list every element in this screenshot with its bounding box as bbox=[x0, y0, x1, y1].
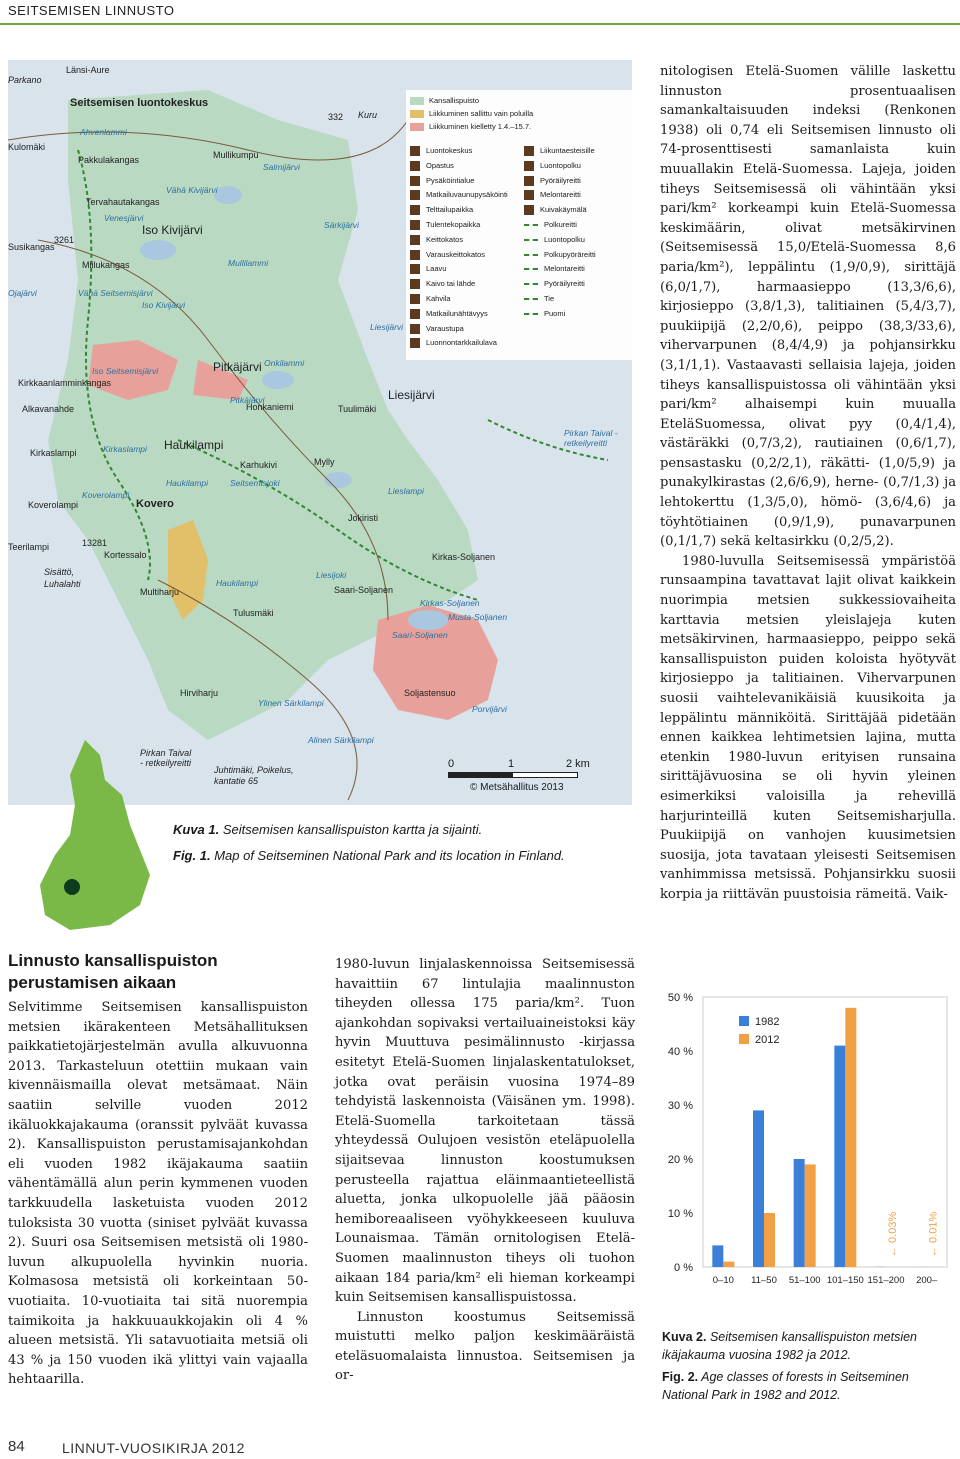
legend-label: Liikkuminen sallittu vain poluilla bbox=[429, 109, 534, 118]
map-label: Seitsemisjoki bbox=[230, 478, 280, 488]
activity-icon bbox=[524, 176, 534, 186]
legend-label: Kahvila bbox=[426, 294, 451, 303]
legend-activity-item bbox=[524, 205, 587, 215]
route-line-icon bbox=[524, 283, 538, 285]
bar-1982 bbox=[834, 1046, 845, 1267]
lake-3 bbox=[262, 371, 294, 389]
legend-label: 2012 bbox=[755, 1034, 780, 1046]
x-tick-label: 200– bbox=[916, 1275, 938, 1286]
lake-2 bbox=[140, 240, 176, 260]
bar-2012 bbox=[805, 1164, 816, 1267]
legend-label: 1982 bbox=[755, 1016, 780, 1028]
paragraph: nitologisen Etelä-Suomen välille laskettu linnuston prosentuaalisen samankaltaisuuden indeksi (Renkonen 1938) oli 0,74 eli Seitsemisen linnusto oli 74-prosenttisesti samanlaista kuin muuallakin Etelä-Suomessa. Lajeja, joiden tiheys Seitsemisessä oli vähintään yksi pari/km² korkeampi kuin Etelä-Suomessa keskimäärin, olivat metsäkirvinen (Seitsemisessä 15,0/Etelä-Suomessa 8,6 paria/km²), leppälintu (1,9/0,9), sirittäjä (6,0/1,7), harmaasieppo (13,3/6,6), kirjosieppo (3,8/1,3), talitiainen (5,4/3,7), puukiipijä (2,2/0,6), peippo (38,3/33,6), vihervarpunen (8,4/4,9) ja pohjansirkku (3,1/1,1). Vastaavasti sellaisia lajeja, joiden tiheys kansallispuistossa oli vähintään yksi pari/km² alhaisempi kuin muualla EteläSuomessa, olivat pyy (0,4/1,4), västäräkki (0,7/3,2), rautiainen (0,6/1,7), pensastasku (0,2/2,1), räkätti- (1,0/5,9) ja punakylkirastas (2,6/6,9), herne- (0,7/1,3) ja lehtokerttu (1,3/5,0), hömö- (3,6/4,6) ja töyhtötiainen (0,9/1,9), punavarpunen (0,1/1,7) sekä keltasirkku (0,2/5,2). bbox=[660, 64, 956, 550]
map-label: Luhalahti bbox=[44, 579, 81, 589]
map-label: Hirviharju bbox=[180, 688, 219, 698]
activity-icon bbox=[524, 190, 534, 200]
paragraph: Selvitimme Seitsemisen kansallispuiston metsien ikärakenteen Metsähallituksen paikkatietojärjestelmän avulla alkuvuonna 2013. Tarkasteluun otettiin mukaan vain kivennäismailla olevat metsämaat. Näin saatiin selville vuoden 2012 ikäluokkajakauma (oranssit pylväät kuvassa 2). Kansallispuiston perustamisajankohdan eli vuoden 1982 ikäjakauma saatiin vähentämällä alun perin kymmenen vuoden tarkkuudella lasketuista vuoden 2012 tuloksista 30 vuotta (siniset pylväät kuvassa 2). Suuri osa Seitsemisen metsistä oli 1980-luvun alkupuolella hyvinkin nuoria. Kolmasosa metsistä oli korkeintaan 50-vuotiaita. 10-vuotiaita tai sitä nuorempia taimikoita ja hakkuuaukkojakin oli 4 % alueen metsistä. Yli satavuotiaita metsiä oli 43 % ja 150 vuoden ikä ylittyi vain vajaalla hehtaarilla. bbox=[8, 1000, 308, 1388]
legend-label: Luonnontarkkailulava bbox=[426, 338, 497, 348]
map-label: Kirkaslampi bbox=[103, 444, 147, 454]
map-label: Porvijärvi bbox=[472, 704, 507, 714]
finland-locator-map bbox=[30, 735, 170, 935]
map-label: Haukilampi bbox=[216, 578, 259, 588]
map-label: Liesijoki bbox=[316, 570, 347, 580]
map-label: Iso Kivijärvi bbox=[142, 300, 185, 310]
legend-activity-item bbox=[524, 176, 581, 186]
figure-1-caption-en bbox=[173, 848, 565, 863]
map-label: Pakkulakangas bbox=[78, 155, 140, 165]
legend-label: Opastus bbox=[426, 160, 454, 170]
legend-label: Tulentekopaikka bbox=[426, 220, 481, 229]
lake-5 bbox=[408, 610, 448, 630]
legend-service-item bbox=[410, 190, 508, 200]
bar-2012 bbox=[845, 1008, 856, 1267]
map-label: Kuru bbox=[358, 110, 378, 120]
legend-service-item bbox=[410, 176, 474, 186]
y-tick-label: 40 % bbox=[667, 1046, 693, 1058]
map-label: Lieslampi bbox=[388, 486, 424, 496]
section-heading: Linnusto kansallispuiston perustamisen aikaan bbox=[8, 951, 218, 992]
paragraph: 1980-luvulla Seitsemisessä ympäristöä runsaampina tavattavat lajit olivat kaikkein nuorimpia metsien sukkessiovaiheita karttavia metsien yleislajeja kuten metsäkirvinen, harmaasieppo, peippo sekä kansallispuiston puiden koloista hyötyvät kirjosieppo ja talitiainen. Vihervarpunen suosii vaihtelevanikäisiä kuusikoita ja leppälintu männiköitä. Sirittäjää pidetään ennen kaikkea lehtimetsien lajina, mutta etenkin 1980-luvun erityisen runsaina sirittäjävuosina se oli hyvin yleinen esimerkiksi valoisilla ja rehevillä harjurinteillä kuten Seitsemisharjulla. Puukiipijä on vanhojen kuusimetsien suosija, jota tavataan yleisesti Seitsemisen vanhimmissa metsissä. Pohjansirkku suosii korpia ja riittävän puustoisia rämeitä. Vaik- bbox=[660, 553, 956, 902]
legend-label: Polkureitti bbox=[544, 220, 577, 229]
service-icon bbox=[410, 338, 420, 348]
service-icon bbox=[410, 220, 420, 230]
map-label: Ojajärvi bbox=[8, 288, 37, 298]
page-number: 84 bbox=[8, 1438, 25, 1455]
legend-swatch bbox=[410, 97, 424, 105]
map-legend bbox=[406, 90, 632, 360]
bar-1982 bbox=[753, 1110, 764, 1267]
service-icon bbox=[410, 264, 420, 274]
caption-number: Fig. 2. bbox=[662, 1370, 699, 1384]
map-label: Vähä Kivijärvi bbox=[166, 185, 218, 195]
service-icon bbox=[410, 250, 420, 260]
legend-service-item bbox=[410, 146, 472, 156]
legend-swatch bbox=[410, 110, 424, 118]
legend-activity-item bbox=[524, 146, 595, 156]
chart-svg bbox=[655, 985, 955, 1305]
map-label: Vähä Seitsemisjärvi bbox=[78, 288, 153, 298]
legend-service-item bbox=[410, 324, 464, 334]
legend-label: Luontopolku bbox=[544, 234, 585, 244]
map-label: Mullikumpu bbox=[213, 150, 259, 160]
map-label: Juhtimäki, Poikelus, bbox=[214, 765, 294, 775]
publication-name: LINNUT-VUOSIKIRJA 2012 bbox=[62, 1440, 245, 1456]
caption-text: Seitsemisen kansallispuiston kartta ja sijainti. bbox=[222, 822, 483, 837]
x-tick-label: 51–100 bbox=[788, 1275, 821, 1286]
map-label: Haukilampi bbox=[164, 438, 224, 452]
legend-label: Luontokeskus bbox=[426, 146, 473, 155]
legend-label: Pysäköintialue bbox=[426, 175, 475, 185]
caption-number: Fig. 1. bbox=[173, 848, 211, 863]
legend-label: Liikuntaesteisille bbox=[540, 146, 595, 155]
legend-service-item bbox=[410, 250, 485, 260]
route-line-icon bbox=[524, 268, 538, 270]
map-label: Sisättö, bbox=[44, 567, 75, 577]
legend-activity-item bbox=[524, 309, 565, 318]
map-label: Pirkan Taival - retkeilyreitti bbox=[564, 428, 618, 448]
x-tick-label: 151–200 bbox=[867, 1275, 905, 1286]
legend-swatch bbox=[410, 123, 424, 131]
route-line-icon bbox=[524, 254, 538, 256]
map-label: Saari-Soljanen bbox=[392, 630, 448, 640]
legend-label: Pyöräilyreitti bbox=[540, 175, 581, 185]
running-title: SEITSEMISEN LINNUSTO bbox=[8, 3, 175, 18]
caption-text: Map of Seitseminen National Park and its location in Finland. bbox=[214, 848, 565, 863]
legend-label: Varaustupa bbox=[426, 323, 464, 333]
map-label: Teerilampi bbox=[8, 542, 50, 552]
map-label: Alinen Särkilampi bbox=[308, 735, 374, 745]
legend-label: Puomi bbox=[544, 308, 566, 318]
map-label: Jokiristi bbox=[348, 513, 379, 523]
x-tick-label: 11–50 bbox=[751, 1275, 777, 1286]
map-label: Saari-Soljanen bbox=[334, 585, 394, 595]
service-icon bbox=[410, 146, 420, 156]
legend-service-item bbox=[410, 161, 454, 171]
legend-activity-item bbox=[524, 161, 581, 171]
map-label: Pitkäjärvi bbox=[213, 360, 262, 374]
caption-number: Kuva 2. bbox=[662, 1330, 707, 1344]
legend-service-item bbox=[410, 264, 446, 274]
legend-label: Melontareitti bbox=[544, 264, 585, 274]
legend-activity-item bbox=[524, 279, 585, 288]
map-label: Musta-Soljanen bbox=[448, 612, 508, 622]
bar-2012 bbox=[723, 1262, 734, 1267]
map-label: Kirkaslampi bbox=[30, 448, 77, 458]
map-label: Länsi-Aure bbox=[66, 65, 110, 75]
park-map bbox=[8, 60, 632, 805]
legend-label: Matkailuvaunupysäköinti bbox=[426, 190, 508, 200]
map-label: Kortessalo bbox=[104, 550, 147, 560]
y-tick-label: 30 % bbox=[667, 1100, 693, 1112]
legend-label: Kaivo tai lähde bbox=[426, 279, 476, 289]
bar-1982 bbox=[794, 1159, 805, 1267]
legend-swatch bbox=[739, 1034, 749, 1044]
map-label: Susikangas bbox=[8, 242, 55, 252]
legend-activity-item bbox=[524, 250, 596, 259]
forest-age-chart bbox=[655, 985, 955, 1305]
map-label: Multiharju bbox=[140, 587, 180, 597]
legend-swatch bbox=[739, 1016, 749, 1026]
scale-line bbox=[448, 772, 578, 778]
legend-label: Varauskeittokatos bbox=[426, 249, 486, 259]
service-icon bbox=[410, 324, 420, 334]
activity-icon bbox=[524, 146, 534, 156]
map-label: Ahvenlammi bbox=[80, 127, 127, 137]
legend-label: Matkailunähtävyys bbox=[426, 308, 488, 318]
legend-service-item bbox=[410, 205, 473, 215]
value-annotation: ← 0.03% bbox=[887, 1211, 899, 1257]
map-label: Kovero bbox=[136, 498, 174, 510]
x-tick-label: 101–150 bbox=[826, 1275, 864, 1286]
map-label: Koverolampi bbox=[82, 490, 130, 500]
legend-service-item bbox=[410, 294, 451, 304]
legend-label: Kuivakäymälä bbox=[540, 205, 587, 215]
map-label: 3261 bbox=[54, 235, 75, 245]
caption-number: Kuva 1. bbox=[173, 822, 220, 837]
map-label: - retkeilyreitti bbox=[140, 758, 192, 768]
value-annotation: ← 0.01% bbox=[927, 1211, 940, 1257]
map-label: Kirkas-Soljanen bbox=[420, 598, 480, 608]
map-label: Salmijärvi bbox=[263, 162, 300, 172]
column-1 bbox=[8, 998, 308, 1390]
map-label: Tulusmäki bbox=[233, 608, 274, 618]
legend-service-item bbox=[410, 309, 488, 319]
map-label: kantatie 65 bbox=[214, 776, 259, 786]
x-tick-label: 0–10 bbox=[712, 1275, 734, 1286]
scale-bar bbox=[448, 758, 598, 798]
map-label: Miilukangas bbox=[82, 260, 130, 270]
map-label: Särkijärvi bbox=[324, 220, 359, 230]
legend-activity-item bbox=[524, 220, 577, 229]
route-line-icon bbox=[524, 239, 538, 241]
activity-icon bbox=[524, 161, 534, 171]
map-label: Soljastensuo bbox=[404, 688, 456, 698]
service-icon bbox=[410, 190, 420, 200]
map-label: Mylly bbox=[314, 457, 335, 467]
service-icon bbox=[410, 161, 420, 171]
service-icon bbox=[410, 279, 420, 289]
y-tick-label: 0 % bbox=[674, 1262, 693, 1274]
legend-service-item bbox=[410, 279, 475, 289]
service-icon bbox=[410, 176, 420, 186]
map-label: Onkilammi bbox=[264, 358, 305, 368]
legend-service-item bbox=[410, 235, 463, 245]
service-icon bbox=[410, 235, 420, 245]
map-label: Liesijärvi bbox=[370, 322, 404, 332]
map-label: Alkavanahde bbox=[22, 404, 75, 414]
map-label: Kulomäki bbox=[8, 142, 46, 152]
legend-label: Keittokatos bbox=[426, 234, 464, 244]
map-label: Kirkas-Soljanen bbox=[432, 552, 496, 562]
map-label: 13281 bbox=[82, 538, 108, 548]
lake-1 bbox=[214, 186, 242, 204]
finland-shape bbox=[40, 740, 150, 930]
figure-2-caption bbox=[662, 1328, 952, 1404]
map-label: Mullilammi bbox=[228, 258, 269, 268]
legend-activity-item bbox=[524, 235, 585, 244]
caption-text: Seitsemisen kansallispuiston metsien ikäjakauma vuosina 1982 ja 2012. bbox=[662, 1330, 917, 1362]
map-label: Tervahautakangas bbox=[86, 197, 160, 207]
map-label: Liesijärvi bbox=[388, 388, 435, 402]
header-rule bbox=[0, 23, 960, 25]
service-icon bbox=[410, 205, 420, 215]
map-label: Kirkkaanlamminkangas bbox=[18, 378, 112, 388]
legend-activity-item bbox=[524, 264, 585, 273]
legend-label: Tie bbox=[544, 294, 555, 303]
y-tick-label: 10 % bbox=[667, 1208, 693, 1220]
column-2 bbox=[335, 955, 635, 1386]
map-label: 332 bbox=[328, 112, 344, 122]
legend-activity-item bbox=[524, 294, 554, 303]
legend-label: Kansallispuisto bbox=[429, 96, 480, 105]
page-header bbox=[0, 0, 960, 24]
map-label: Iso Kivijärvi bbox=[142, 223, 203, 237]
legend-activity-item bbox=[524, 190, 581, 200]
park-location-marker bbox=[64, 879, 80, 895]
service-icon bbox=[410, 294, 420, 304]
scale-tick-0: 0 bbox=[448, 758, 455, 770]
bar-2012 bbox=[764, 1213, 775, 1267]
map-label: Venesjärvi bbox=[104, 213, 144, 223]
column-3 bbox=[660, 62, 956, 905]
legend-service-item bbox=[410, 338, 497, 348]
scale-tick-2: 2 km bbox=[566, 758, 590, 770]
y-tick-label: 20 % bbox=[667, 1154, 693, 1166]
map-label: Honkaniemi bbox=[246, 402, 294, 412]
bar-1982 bbox=[712, 1245, 723, 1267]
legend-label: Liikkuminen kielletty 1.4.–15.7. bbox=[429, 122, 532, 131]
scale-tick-1: 1 bbox=[508, 758, 515, 770]
legend-service-item bbox=[410, 220, 480, 230]
legend-label: Laavu bbox=[426, 264, 447, 274]
map-label: Iso Seitsemisjärvi bbox=[92, 366, 159, 376]
map-label: Koverolampi bbox=[28, 500, 79, 510]
paragraph: Linnuston koostumus Seitsemissä muistutti melko paljon keskimääräistä eteläsuomalaista linnustoa. Seitsemisen ja or- bbox=[335, 1309, 635, 1384]
map-label: Pitkäjärvi bbox=[230, 395, 265, 405]
route-line-icon bbox=[524, 298, 538, 300]
copyright: © Metsähallitus 2013 bbox=[470, 782, 564, 793]
legend-label: Melontareitti bbox=[540, 190, 581, 200]
map-label: Parkano bbox=[8, 75, 42, 85]
service-icon bbox=[410, 309, 420, 319]
caption-text: Age classes of forests in Seitseminen National Park in 1982 and 2012. bbox=[662, 1370, 909, 1402]
legend-label: Pyöräilyreitti bbox=[544, 279, 585, 289]
route-line-icon bbox=[524, 224, 538, 226]
y-tick-label: 50 % bbox=[667, 992, 693, 1004]
map-label: Haukilampi bbox=[166, 478, 209, 488]
paragraph: 1980-luvun linjalaskennoissa Seitsemisessä havaittiin 67 lintulajia maalinnuston tiheyden ollessa 175 paria/km². Tuon ajankohdan sopivaksi vertailuaineistoksi käy hyvin Muuttuva pesimälinnusto -kirjassa esitetyt Etelä-Suomen linjalaskentatulokset, jotka ovat peräisin vuosina 1974–89 tehdyistä laskennoista (Väisänen ym. 1998). Etelä-Suomella tarkoitetaan tässä yhteydessä Oulujoen vesistön eteläpuolella sijaitsevaa linnuston koostumuksen perusteella rajattua eläinmaantieteellistä aluetta, jonka ulkopuolelle jää pääosin hemiboreaaliseen vyöhykkeeseen kuuluva Lounaismaa. Tämän ornitologisen Etelä-Suomen maalinnuston tiheys oli tuohon aikaan 184 paria/km² eli hieman korkeampi kuin Seitsemisen kansallispuistossa. bbox=[335, 957, 635, 1306]
legend-label: Telttailupaikka bbox=[426, 205, 474, 215]
figure-1-caption-fi bbox=[173, 822, 482, 837]
map-label: Tuulimäki bbox=[338, 404, 377, 414]
route-line-icon bbox=[524, 313, 538, 315]
legend-label: Polkupyöräreitti bbox=[544, 249, 596, 259]
map-label: Seitsemisen luontokeskus bbox=[70, 97, 209, 109]
map-label: Pirkan Taival bbox=[140, 748, 192, 758]
legend-label: Luontopolku bbox=[540, 160, 581, 170]
activity-icon bbox=[524, 205, 534, 215]
map-label: Ylinen Särkilampi bbox=[258, 698, 324, 708]
map-label: Karhukivi bbox=[240, 460, 278, 470]
